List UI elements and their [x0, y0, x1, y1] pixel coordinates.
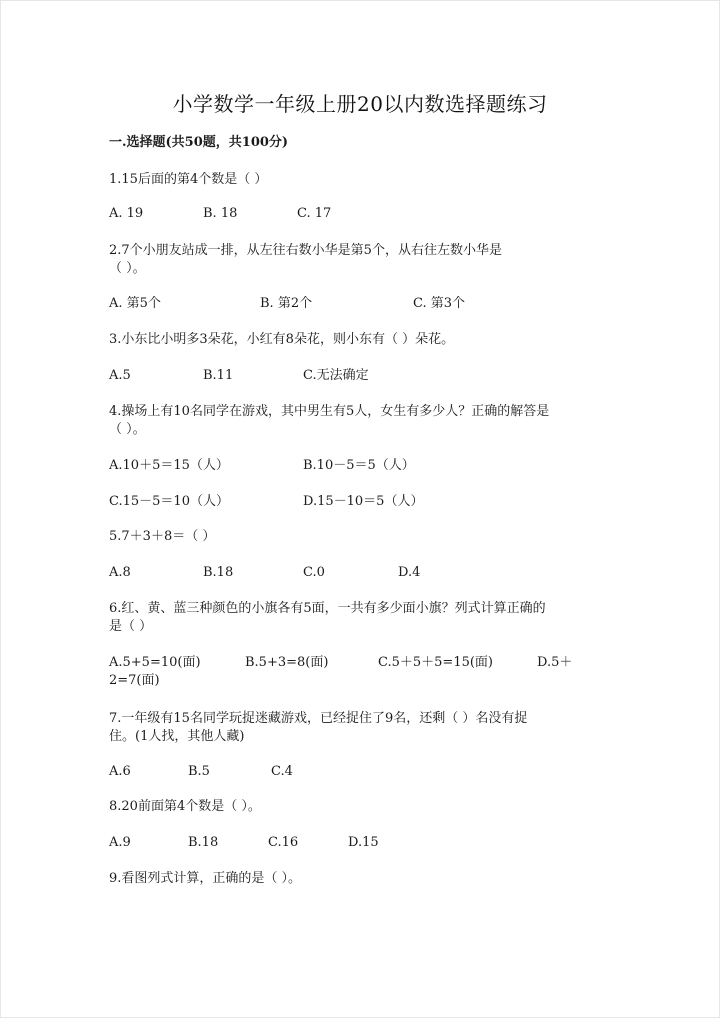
q3-option-a: A.5 [109, 368, 131, 383]
q8-option-a: A.9 [109, 835, 131, 850]
question-2-stem: 2.7个小朋友站成一排，从左往右数小华是第5个，从右往左数小华是 [109, 243, 502, 258]
q8-option-b: B.18 [188, 835, 219, 850]
q4-option-b: B.10－5＝5（人） [303, 458, 415, 473]
q2-option-c: C. 第3个 [413, 296, 466, 311]
q7-option-b: B.5 [188, 764, 210, 779]
q6-option-d-cont: 2=7(面) [109, 673, 160, 688]
q5-option-a: A.8 [109, 565, 131, 580]
question-2-stem-cont: （ ）。 [109, 261, 146, 276]
q2-option-b: B. 第2个 [260, 296, 313, 311]
q4-option-d: D.15－10＝5（人） [303, 494, 424, 509]
q1-option-b: B. 18 [203, 206, 238, 221]
q5-option-c: C.0 [303, 565, 325, 580]
q5-option-b: B.18 [203, 565, 234, 580]
q4-option-c: C.15－5＝10（人） [109, 494, 229, 509]
q7-option-a: A.6 [109, 764, 131, 779]
q6-option-c: C.5＋5＋5=15(面) [378, 655, 494, 670]
question-9-stem: 9.看图列式计算，正确的是（ ）。 [109, 871, 302, 886]
question-6-stem-cont: 是（ ） [109, 619, 153, 634]
q7-option-c: C.4 [271, 764, 293, 779]
q8-option-c: C.16 [268, 835, 299, 850]
question-4-stem: 4.操场上有10名同学在游戏，其中男生有5人，女生有多少人？正确的解答是 [109, 404, 550, 419]
question-5-stem: 5.7＋3＋8＝（ ） [109, 529, 216, 544]
q6-option-b: B.5+3=8(面) [245, 655, 329, 670]
q5-option-d: D.4 [398, 565, 421, 580]
q2-option-a: A. 第5个 [109, 296, 161, 311]
q6-option-d: D.5＋ [537, 655, 573, 670]
question-7-stem-cont: 住。(1人找，其他人藏) [109, 729, 245, 744]
question-6-stem: 6.红、黄、蓝三种颜色的小旗各有5面，一共有多少面小旗？列式计算正确的 [109, 601, 546, 616]
q8-option-d: D.15 [348, 835, 379, 850]
q1-option-c: C. 17 [297, 206, 332, 221]
question-4-stem-cont: （ ）。 [109, 422, 146, 437]
q3-option-c: C.无法确定 [303, 368, 369, 383]
q6-option-a: A.5+5=10(面) [109, 655, 201, 670]
page-title: 小学数学一年级上册20以内数选择题练习 [172, 92, 548, 116]
q3-option-b: B.11 [203, 368, 234, 383]
q4-option-a: A.10＋5＝15（人） [109, 458, 229, 473]
question-1-stem: 1.15后面的第4个数是（ ） [109, 172, 268, 187]
question-8-stem: 8.20前面第4个数是（ ）。 [109, 799, 261, 814]
question-7-stem: 7.一年级有15名同学玩捉迷藏游戏，已经捉住了9名，还剩（ ）名没有捉 [109, 711, 528, 726]
section-heading: 一.选择题(共50题，共100分) [109, 135, 289, 150]
q1-option-a: A. 19 [109, 206, 144, 221]
question-3-stem: 3.小东比小明多3朵花，小红有8朵花，则小东有（ ）朵花。 [109, 332, 455, 347]
